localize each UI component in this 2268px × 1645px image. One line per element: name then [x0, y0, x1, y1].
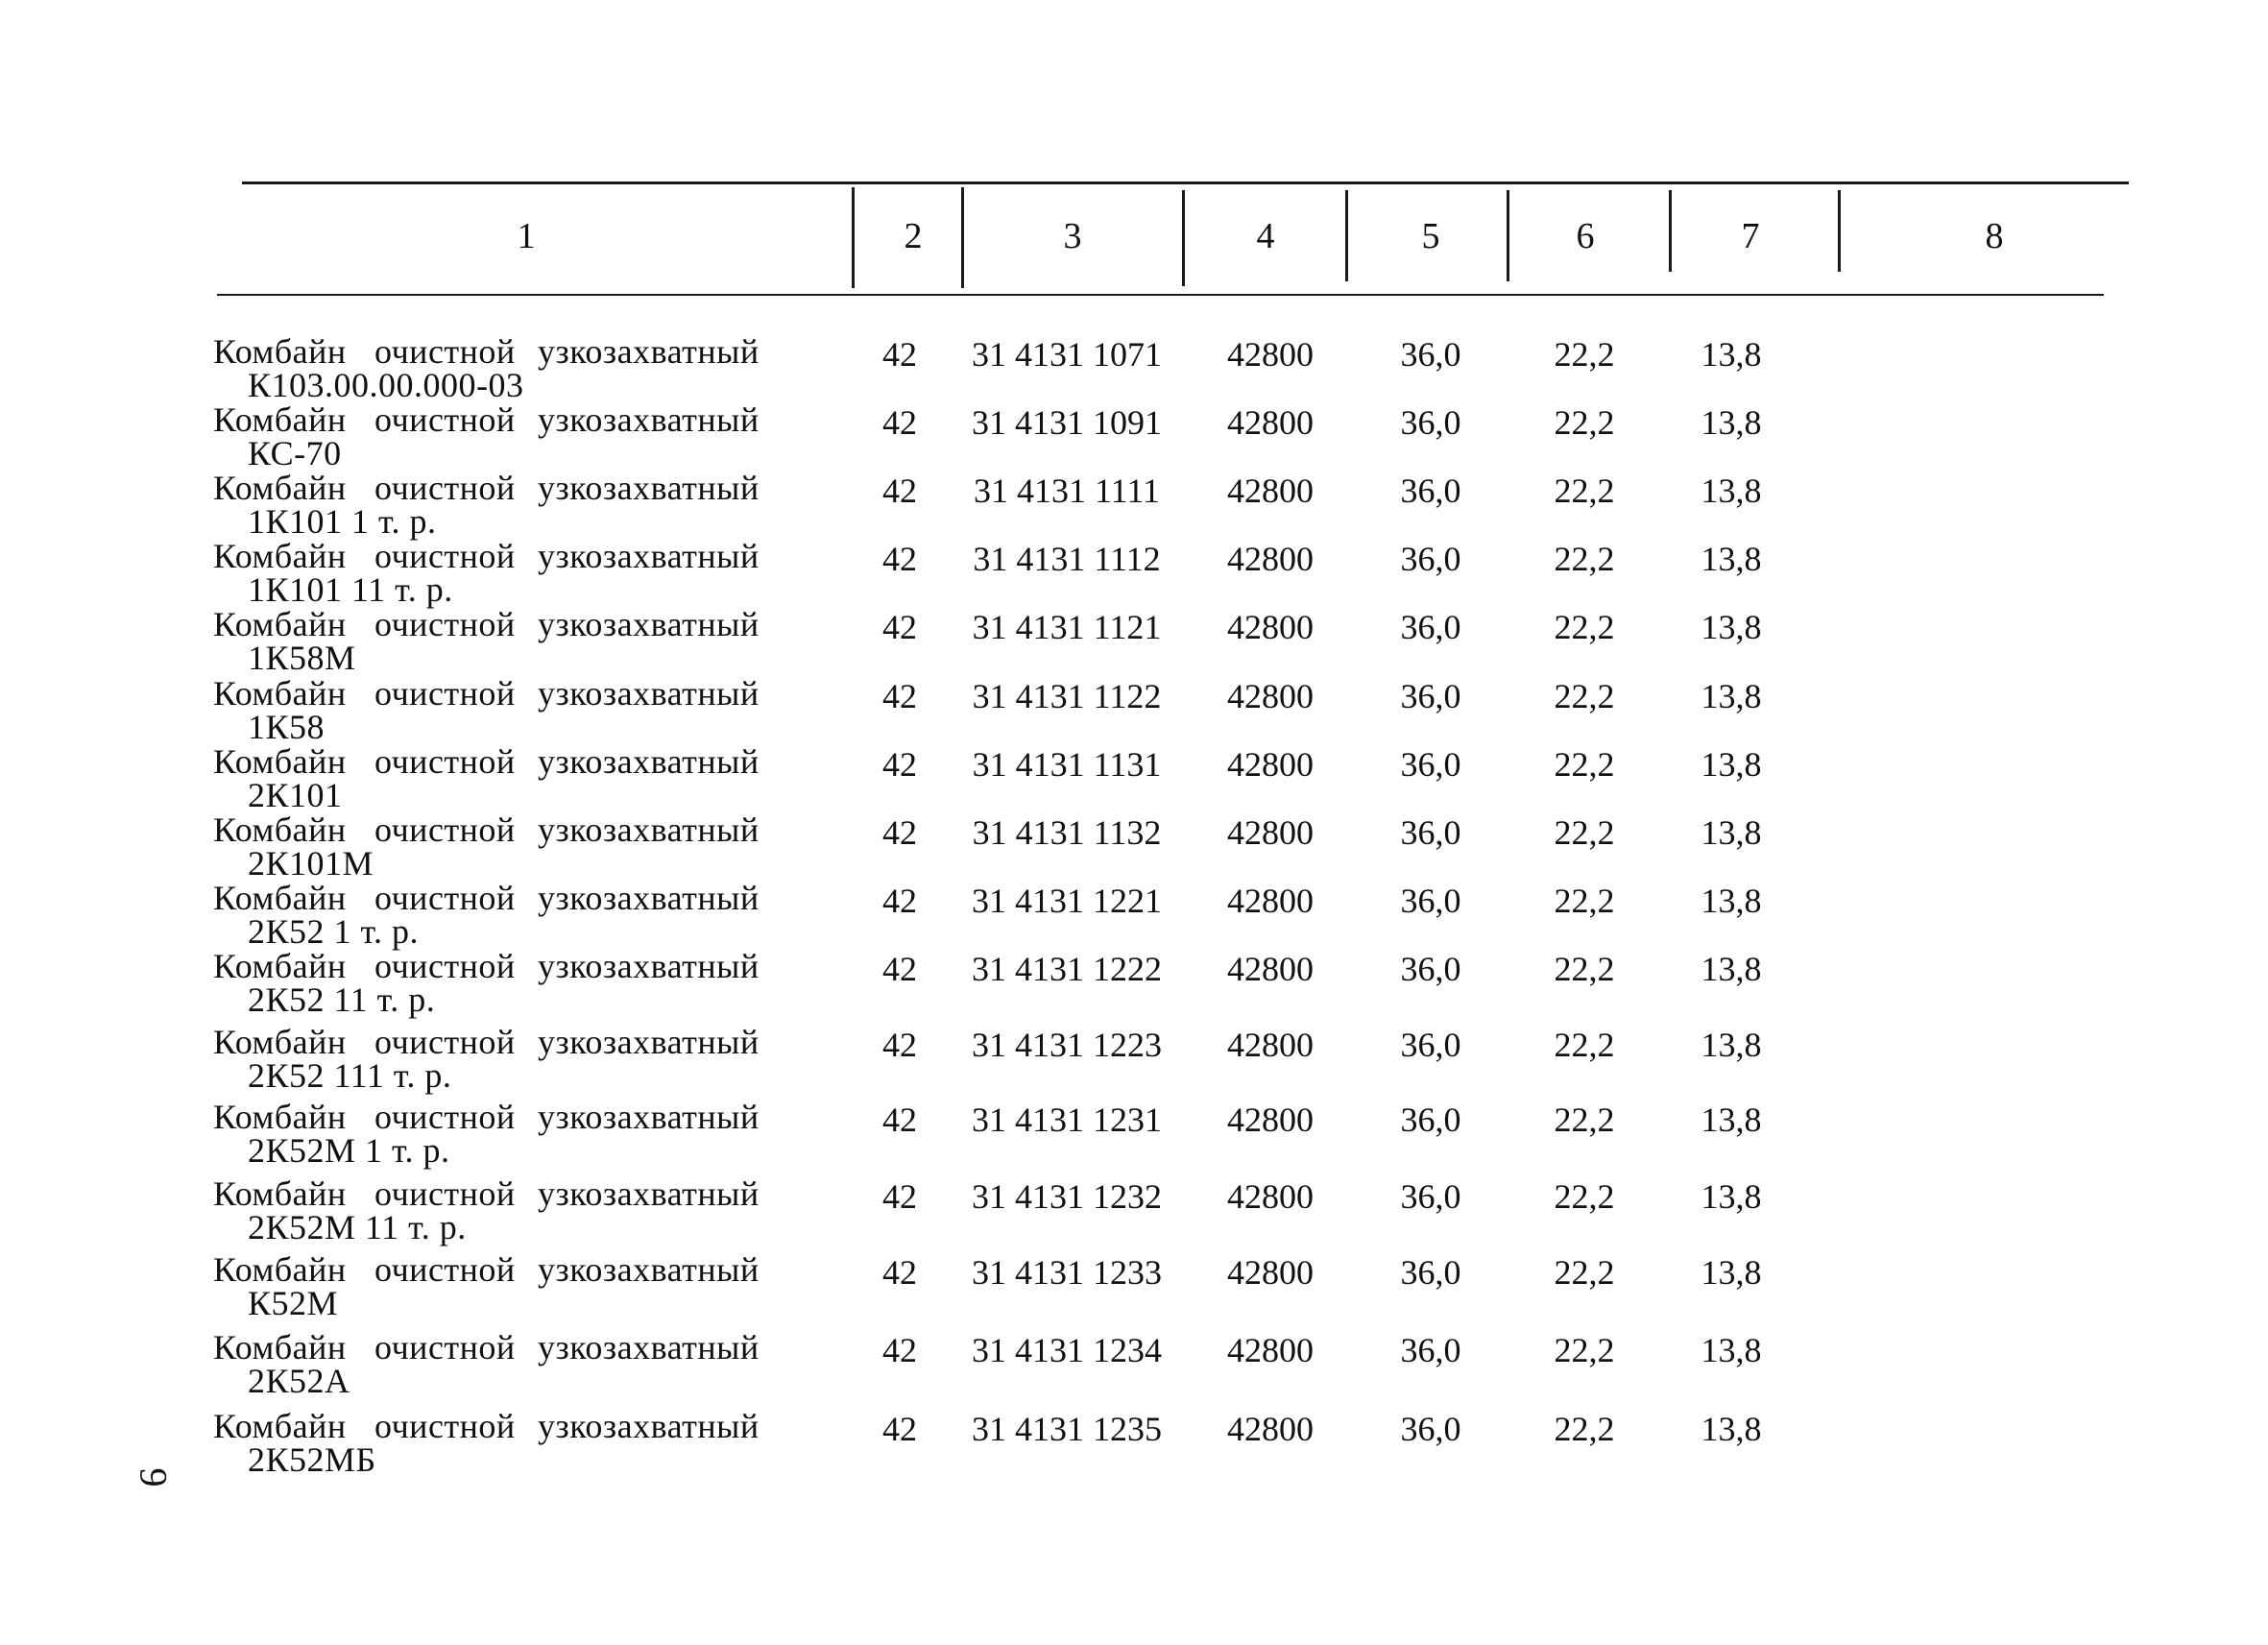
name-word: Комбайн — [213, 1250, 347, 1289]
cell-col-7: 13,8 — [1701, 745, 1762, 784]
cell-col-3: 31 4131 1223 — [972, 1026, 1162, 1064]
header-col-4: 4 — [1256, 216, 1275, 256]
name-word: Комбайн — [213, 1174, 347, 1213]
table-row — [0, 878, 2268, 955]
cell-col-7: 13,8 — [1701, 335, 1762, 374]
cell-col-4: 42800 — [1227, 677, 1314, 715]
cell-col-3: 31 4131 1221 — [972, 882, 1162, 920]
header-separator — [1182, 190, 1185, 286]
cell-col-4: 42800 — [1227, 813, 1314, 852]
cell-col-3: 31 4131 1235 — [972, 1410, 1162, 1448]
row-model: 2К101 — [248, 776, 343, 814]
cell-col-3: 31 4131 1111 — [974, 472, 1160, 510]
cell-col-2: 42 — [882, 1410, 917, 1448]
cell-col-6: 22,2 — [1554, 608, 1615, 646]
cell-col-3: 31 4131 1233 — [972, 1253, 1162, 1292]
name-word: Комбайн — [213, 537, 347, 575]
cell-col-4: 42800 — [1227, 472, 1314, 510]
name-word: узкозахватный — [538, 1407, 760, 1445]
name-word: узкозахватный — [538, 879, 760, 917]
name-word: узкозахватный — [538, 1328, 760, 1367]
page-number: 9 — [132, 1467, 176, 1488]
cell-col-7: 13,8 — [1701, 403, 1762, 442]
cell-col-3: 31 4131 1131 — [972, 745, 1162, 784]
cell-col-5: 36,0 — [1400, 813, 1461, 852]
cell-col-3: 31 4131 1222 — [972, 950, 1162, 988]
row-model: 2К101М — [248, 844, 374, 883]
cell-col-5: 36,0 — [1400, 403, 1461, 442]
cell-col-4: 42800 — [1227, 335, 1314, 374]
name-word: очистной — [374, 1098, 516, 1136]
cell-col-6: 22,2 — [1554, 1253, 1615, 1292]
row-model: 2К52М 1 т. р. — [248, 1131, 450, 1170]
name-word: очистной — [374, 810, 516, 849]
row-model: 2К52 11 т. р. — [248, 980, 436, 1019]
cell-col-6: 22,2 — [1554, 950, 1615, 988]
cell-col-3: 31 4131 1231 — [972, 1101, 1162, 1139]
name-word: очистной — [374, 879, 516, 917]
cell-col-2: 42 — [882, 472, 917, 510]
cell-col-6: 22,2 — [1554, 335, 1615, 374]
cell-col-5: 36,0 — [1400, 1253, 1461, 1292]
cell-col-7: 13,8 — [1701, 1331, 1762, 1369]
table-row — [0, 946, 2268, 1023]
cell-col-5: 36,0 — [1400, 1177, 1461, 1216]
name-word: узкозахватный — [538, 537, 760, 575]
name-word: узкозахватный — [538, 742, 760, 781]
cell-col-4: 42800 — [1227, 1410, 1314, 1448]
header-col-7: 7 — [1741, 216, 1760, 256]
table-row — [0, 741, 2268, 818]
name-word: узкозахватный — [538, 674, 760, 713]
table-row — [0, 1249, 2268, 1326]
row-model: К52М — [248, 1284, 339, 1322]
name-word: очистной — [374, 400, 516, 439]
name-word: Комбайн — [213, 810, 347, 849]
table-row — [0, 1327, 2268, 1404]
cell-col-4: 42800 — [1227, 1331, 1314, 1369]
name-word: очистной — [374, 605, 516, 643]
name-word: очистной — [374, 1407, 516, 1445]
cell-col-3: 31 4131 1121 — [972, 608, 1162, 646]
cell-col-6: 22,2 — [1554, 1331, 1615, 1369]
cell-col-5: 36,0 — [1400, 540, 1461, 578]
name-word: Комбайн — [213, 879, 347, 917]
name-word: очистной — [374, 537, 516, 575]
row-model: 1К58М — [248, 639, 356, 677]
cell-col-3: 31 4131 1122 — [972, 677, 1162, 715]
table-row — [0, 604, 2268, 681]
cell-col-5: 36,0 — [1400, 1026, 1461, 1064]
header-col-6: 6 — [1576, 216, 1595, 256]
cell-col-5: 36,0 — [1400, 745, 1461, 784]
cell-col-3: 31 4131 1234 — [972, 1331, 1162, 1369]
cell-col-2: 42 — [882, 813, 917, 852]
cell-col-5: 36,0 — [1400, 1331, 1461, 1369]
cell-col-5: 36,0 — [1400, 335, 1461, 374]
name-word: очистной — [374, 1328, 516, 1367]
cell-col-4: 42800 — [1227, 745, 1314, 784]
name-word: Комбайн — [213, 1023, 347, 1061]
cell-col-2: 42 — [882, 403, 917, 442]
cell-col-3: 31 4131 1071 — [972, 335, 1162, 374]
table-row — [0, 536, 2268, 613]
row-model: 2К52 111 т. р. — [248, 1056, 452, 1095]
name-word: очистной — [374, 1174, 516, 1213]
cell-col-4: 42800 — [1227, 608, 1314, 646]
header-separator — [961, 187, 964, 288]
cell-col-7: 13,8 — [1701, 1177, 1762, 1216]
cell-col-5: 36,0 — [1400, 1101, 1461, 1139]
cell-col-4: 42800 — [1227, 403, 1314, 442]
name-word: Комбайн — [213, 1407, 347, 1445]
cell-col-5: 36,0 — [1400, 950, 1461, 988]
header-col-3: 3 — [1063, 216, 1082, 256]
name-word: узкозахватный — [538, 810, 760, 849]
name-word: Комбайн — [213, 1098, 347, 1136]
cell-col-7: 13,8 — [1701, 1026, 1762, 1064]
name-word: очистной — [374, 332, 516, 371]
row-model: 2К52 1 т. р. — [248, 912, 420, 951]
row-model: К103.00.00.000-03 — [248, 366, 524, 404]
table-row — [0, 1173, 2268, 1250]
cell-col-6: 22,2 — [1554, 1410, 1615, 1448]
name-word: Комбайн — [213, 947, 347, 985]
name-word: узкозахватный — [538, 400, 760, 439]
cell-col-7: 13,8 — [1701, 950, 1762, 988]
table-row — [0, 810, 2268, 886]
row-model: 2К52МБ — [248, 1440, 376, 1479]
cell-col-7: 13,8 — [1701, 472, 1762, 510]
name-word: очистной — [374, 947, 516, 985]
name-word: очистной — [374, 1250, 516, 1289]
cell-col-4: 42800 — [1227, 1177, 1314, 1216]
cell-col-7: 13,8 — [1701, 608, 1762, 646]
cell-col-7: 13,8 — [1701, 1253, 1762, 1292]
name-word: очистной — [374, 1023, 516, 1061]
cell-col-2: 42 — [882, 745, 917, 784]
cell-col-2: 42 — [882, 1331, 917, 1369]
name-word: Комбайн — [213, 469, 347, 507]
table-top-rule — [242, 181, 2129, 184]
name-word: узкозахватный — [538, 1098, 760, 1136]
cell-col-4: 42800 — [1227, 540, 1314, 578]
header-col-8: 8 — [1985, 216, 2004, 256]
cell-col-7: 13,8 — [1701, 540, 1762, 578]
cell-col-6: 22,2 — [1554, 882, 1615, 920]
cell-col-6: 22,2 — [1554, 403, 1615, 442]
row-model: КС-70 — [248, 434, 342, 472]
cell-col-5: 36,0 — [1400, 882, 1461, 920]
table-row — [0, 1406, 2268, 1483]
table-row — [0, 331, 2268, 408]
cell-col-6: 22,2 — [1554, 813, 1615, 852]
table-row — [0, 673, 2268, 750]
name-word: узкозахватный — [538, 469, 760, 507]
header-bottom-rule — [217, 294, 2104, 296]
cell-col-2: 42 — [882, 608, 917, 646]
header-separator — [1669, 190, 1672, 272]
cell-col-4: 42800 — [1227, 1026, 1314, 1064]
cell-col-2: 42 — [882, 882, 917, 920]
cell-col-6: 22,2 — [1554, 745, 1615, 784]
cell-col-4: 42800 — [1227, 1253, 1314, 1292]
name-word: узкозахватный — [538, 1023, 760, 1061]
row-model: 2К52М 11 т. р. — [248, 1208, 467, 1246]
header-separator — [1507, 190, 1509, 281]
name-word: Комбайн — [213, 605, 347, 643]
name-word: очистной — [374, 674, 516, 713]
cell-col-6: 22,2 — [1554, 540, 1615, 578]
cell-col-2: 42 — [882, 1026, 917, 1064]
cell-col-7: 13,8 — [1701, 813, 1762, 852]
name-word: очистной — [374, 742, 516, 781]
cell-col-7: 13,8 — [1701, 1410, 1762, 1448]
name-word: Комбайн — [213, 332, 347, 371]
name-word: Комбайн — [213, 400, 347, 439]
header-col-5: 5 — [1421, 216, 1440, 256]
name-word: узкозахватный — [538, 1174, 760, 1213]
cell-col-7: 13,8 — [1701, 1101, 1762, 1139]
name-word: узкозахватный — [538, 332, 760, 371]
cell-col-2: 42 — [882, 1177, 917, 1216]
name-word: узкозахватный — [538, 1250, 760, 1289]
cell-col-5: 36,0 — [1400, 608, 1461, 646]
cell-col-5: 36,0 — [1400, 677, 1461, 715]
name-word: Комбайн — [213, 1328, 347, 1367]
cell-col-2: 42 — [882, 540, 917, 578]
cell-col-3: 31 4131 1112 — [973, 540, 1161, 578]
table-row — [0, 399, 2268, 476]
table-row — [0, 1097, 2268, 1173]
header-col-2: 2 — [904, 216, 923, 256]
row-model: 1К101 1 т. р. — [248, 502, 437, 541]
cell-col-3: 31 4131 1232 — [972, 1177, 1162, 1216]
cell-col-6: 22,2 — [1554, 1101, 1615, 1139]
cell-col-6: 22,2 — [1554, 472, 1615, 510]
row-model: 1К58 — [248, 708, 326, 746]
cell-col-3: 31 4131 1132 — [972, 813, 1162, 852]
row-model: 1К101 11 т. р. — [248, 570, 453, 609]
cell-col-5: 36,0 — [1400, 1410, 1461, 1448]
header-separator — [852, 187, 855, 288]
header-separator — [1345, 190, 1348, 281]
cell-col-2: 42 — [882, 335, 917, 374]
header-separator — [1838, 190, 1841, 272]
name-word: узкозахватный — [538, 605, 760, 643]
table-row — [0, 468, 2268, 544]
table-row — [0, 1022, 2268, 1099]
cell-col-6: 22,2 — [1554, 1177, 1615, 1216]
cell-col-7: 13,8 — [1701, 882, 1762, 920]
cell-col-6: 22,2 — [1554, 677, 1615, 715]
cell-col-2: 42 — [882, 1253, 917, 1292]
cell-col-4: 42800 — [1227, 950, 1314, 988]
cell-col-4: 42800 — [1227, 882, 1314, 920]
cell-col-2: 42 — [882, 950, 917, 988]
name-word: Комбайн — [213, 674, 347, 713]
cell-col-2: 42 — [882, 1101, 917, 1139]
cell-col-6: 22,2 — [1554, 1026, 1615, 1064]
name-word: узкозахватный — [538, 947, 760, 985]
name-word: Комбайн — [213, 742, 347, 781]
cell-col-5: 36,0 — [1400, 472, 1461, 510]
header-col-1: 1 — [517, 216, 536, 256]
cell-col-7: 13,8 — [1701, 677, 1762, 715]
name-word: очистной — [374, 469, 516, 507]
cell-col-3: 31 4131 1091 — [972, 403, 1162, 442]
row-model: 2К52А — [248, 1362, 350, 1400]
cell-col-4: 42800 — [1227, 1101, 1314, 1139]
cell-col-2: 42 — [882, 677, 917, 715]
